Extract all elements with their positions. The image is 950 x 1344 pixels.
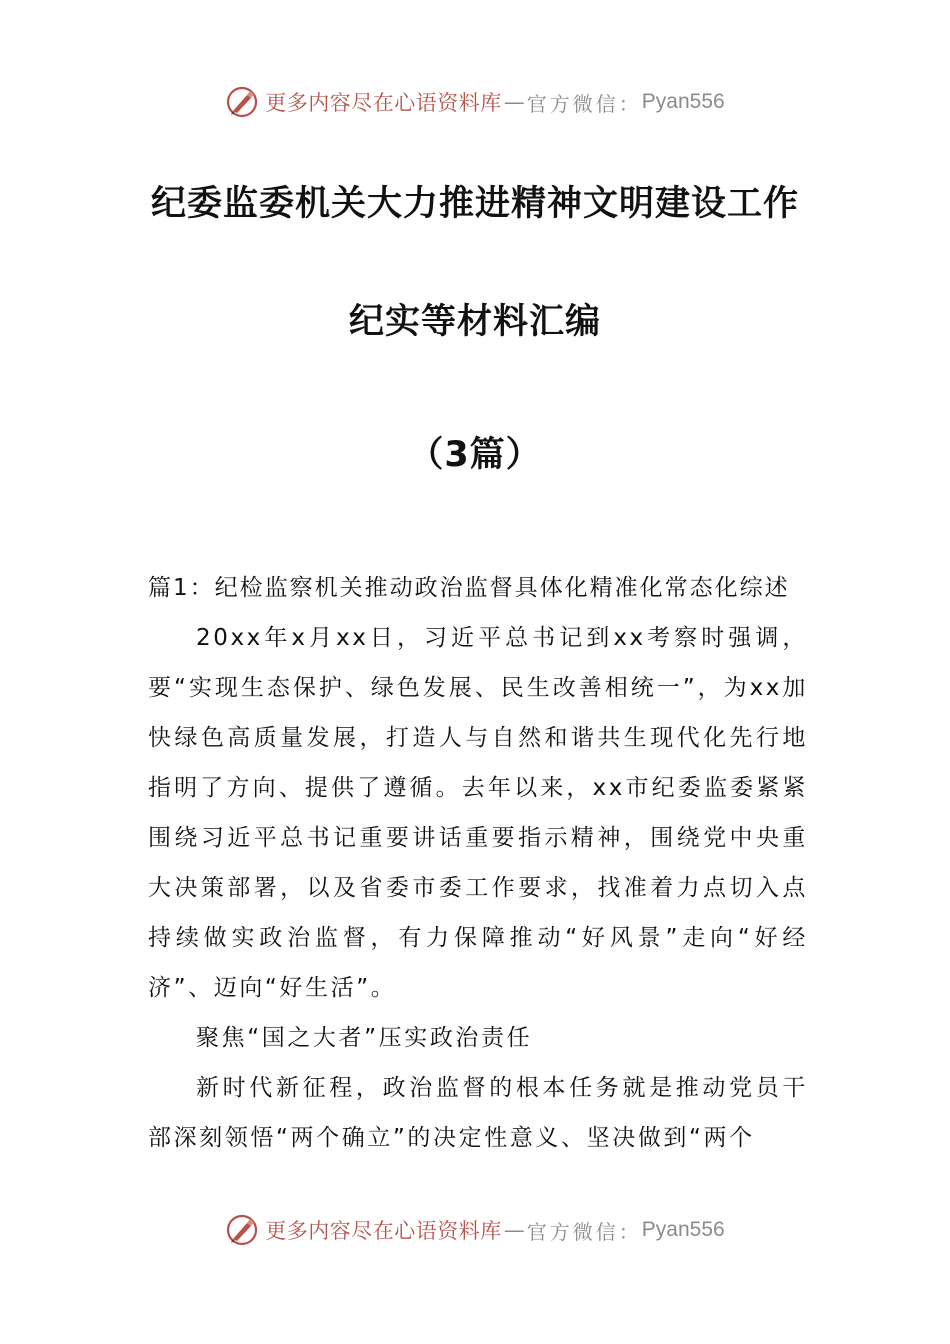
watermark-wechat-id: Pyan556	[641, 90, 725, 113]
watermark-text: 更多内容尽在心语资料库	[265, 91, 502, 115]
pen-logo-icon	[225, 85, 259, 119]
watermark-wechat-id: Pyan556	[641, 1218, 725, 1241]
footer-watermark	[0, 1208, 950, 1252]
section-heading: 聚焦“国之大者”压实政治责任	[196, 1025, 533, 1051]
watermark-contact-label: 官方微信：	[526, 91, 642, 116]
pen-logo-icon	[225, 1213, 259, 1247]
document-article-count: （3篇）	[408, 435, 542, 475]
watermark-separator: —	[503, 90, 525, 114]
watermark-text: 更多内容尽在心语资料库	[265, 1219, 502, 1243]
document-title-line2: 纪实等材料汇编	[348, 302, 601, 342]
body-paragraph: 20xx年x月xx日，习近平总书记到xx考察时强调，要“实现生态保护、绿色发展、民生改善相统一”，为xx加快绿色高质量发展，打造人与自然和谐共生现代化先行地指明了方向、提供了遵循。去年以来，xx市纪委监委紧紧围绕习近平总书记重要讲话重要指示精神，围绕党中央重大决策部署，以及省委市委工作要求，找准着力点切入点持续做实政治监督，有力保障推动“好风景”走向“好经济”、迈向“好生活”。	[148, 625, 808, 1001]
watermark-contact-label: 官方微信：	[526, 1219, 642, 1244]
header-watermark	[0, 80, 950, 124]
body-paragraph: 新时代新征程，政治监督的根本任务就是推动党员干部深刻领悟“两个确立”的决定性意义、坚决做到“两个	[148, 1075, 808, 1151]
document-title-line1: 纪委监委机关大力推进精神文明建设工作	[150, 184, 799, 224]
document-body	[148, 563, 808, 1163]
chapter-heading: 篇1：纪检监察机关推动政治监督具体化精准化常态化综述	[148, 575, 790, 601]
watermark-separator: —	[503, 1218, 525, 1242]
